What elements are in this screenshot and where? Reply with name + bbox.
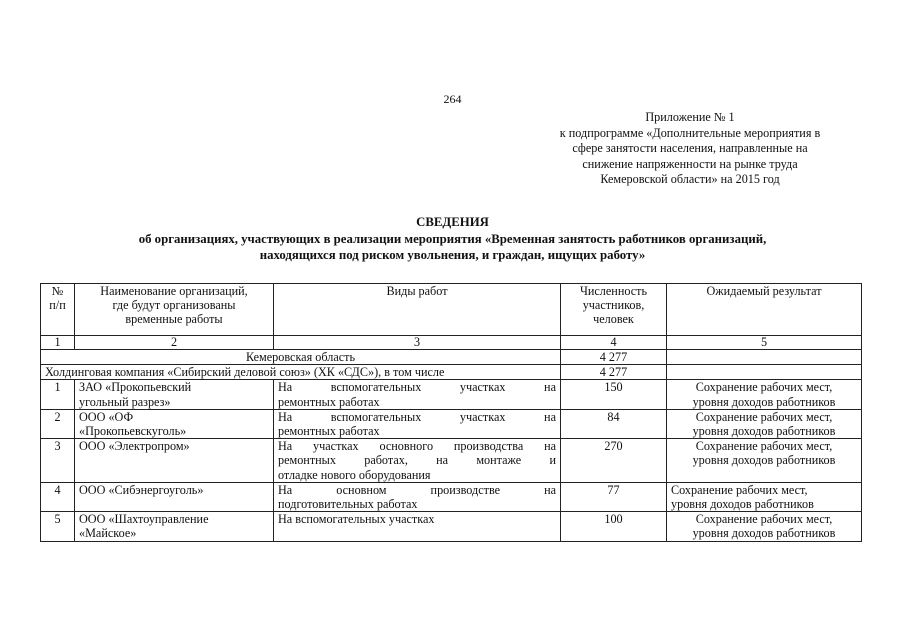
appendix-line: к подпрограмме «Дополнительные мероприятия в — [559, 125, 821, 140]
table-row — [41, 512, 862, 541]
row-count: 150 — [561, 380, 667, 409]
result-line: Сохранение рабочих мест, — [695, 439, 833, 454]
row-count: 77 — [561, 482, 667, 511]
result-line: Сохранение рабочих мест, — [695, 380, 833, 395]
row-work — [274, 439, 561, 483]
header-text: Численность — [579, 284, 648, 298]
column-number: 5 — [667, 336, 862, 350]
appendix-line: снижение напряженности на рынке труда — [582, 156, 798, 171]
work-line: ремонтных работах, на монтаже и — [278, 453, 556, 468]
table-row — [41, 482, 862, 511]
holding-label: Холдинговая компания «Сибирский деловой союз» (ХК «СДС»), в том числе — [41, 365, 561, 380]
org-line: ООО «Сибэнергоуголь» — [79, 482, 204, 497]
subtitle-line: об организациях, участвующих в реализации мероприятия «Временная занятость работников организаций, — [138, 232, 767, 246]
org-line: угольный разрез» — [79, 394, 171, 409]
appendix-note — [520, 110, 860, 188]
table-row — [41, 409, 862, 438]
work-line: подготовительных работах — [278, 497, 418, 512]
org-line: «Майское» — [79, 526, 137, 541]
result-line: Сохранение рабочих мест, — [671, 482, 808, 497]
row-organization — [75, 380, 274, 409]
column-number: 2 — [75, 336, 274, 350]
region-empty — [667, 350, 862, 365]
work-line: ремонтных работах — [278, 424, 380, 439]
result-line: уровня доходов работников — [692, 526, 836, 541]
region-count: 4 277 — [561, 350, 667, 365]
column-number: 4 — [561, 336, 667, 350]
header-work-types: Виды работ — [274, 284, 561, 336]
holding-empty — [667, 365, 862, 380]
row-organization — [75, 409, 274, 438]
work-line: отладке нового оборудования — [278, 467, 431, 482]
result-line: Сохранение рабочих мест, — [695, 512, 833, 527]
header-text: участников, — [582, 298, 645, 313]
row-result — [667, 512, 862, 541]
result-line: уровня доходов работников — [692, 394, 836, 409]
page-number: 264 — [443, 92, 462, 106]
row-num: 3 — [41, 439, 75, 483]
table-header-row — [41, 284, 862, 336]
column-number: 3 — [274, 336, 561, 350]
result-line: Сохранение рабочих мест, — [695, 409, 833, 424]
header-text: временные работы — [125, 312, 223, 327]
row-organization — [75, 512, 274, 541]
work-line: На вспомогательных участках — [278, 512, 435, 527]
header-num — [41, 284, 75, 336]
column-number: 1 — [41, 336, 75, 350]
work-line: На участках основного производства на — [278, 439, 556, 454]
header-expected-result: Ожидаемый результат — [667, 284, 862, 336]
row-result — [667, 380, 862, 409]
header-participants — [561, 284, 667, 336]
row-result — [667, 409, 862, 438]
document-title: СВЕДЕНИЯ — [416, 215, 489, 229]
org-line: «Прокопьевскуголь» — [79, 424, 187, 439]
org-line: ООО «ОФ — [79, 409, 134, 424]
result-line: уровня доходов работников — [671, 497, 814, 512]
org-line: ЗАО «Прокопьевский — [79, 380, 192, 395]
table-row — [41, 380, 862, 409]
row-count: 270 — [561, 439, 667, 483]
row-count: 100 — [561, 512, 667, 541]
row-num: 1 — [41, 380, 75, 409]
document-subtitle — [40, 232, 865, 263]
row-result — [667, 482, 862, 511]
holding-count: 4 277 — [561, 365, 667, 380]
row-work — [274, 512, 561, 541]
appendix-line: сфере занятости населения, направленные на — [572, 141, 808, 156]
row-organization — [75, 439, 274, 483]
column-number-row — [41, 336, 862, 350]
work-line: На вспомогательных участках на — [278, 409, 556, 424]
header-organization — [75, 284, 274, 336]
region-label: Кемеровская область — [41, 350, 561, 365]
header-text: Наименование организаций, — [100, 284, 248, 298]
header-text: № — [51, 284, 64, 298]
org-line: ООО «Шахтоуправление — [79, 512, 209, 527]
header-text: п/п — [49, 298, 66, 313]
work-line: На основном производстве на — [278, 482, 556, 497]
row-work — [274, 482, 561, 511]
appendix-line: Приложение № 1 — [645, 110, 735, 124]
row-num: 2 — [41, 409, 75, 438]
result-line: уровня доходов работников — [692, 424, 836, 439]
row-count: 84 — [561, 409, 667, 438]
org-line: ООО «Электропром» — [79, 439, 190, 454]
header-text: где будут организованы — [112, 298, 236, 313]
row-organization — [75, 482, 274, 511]
subtitle-line: находящихся под риском увольнения, и граждан, ищущих работу» — [259, 247, 646, 262]
holding-row — [41, 365, 862, 380]
header-text: человек — [593, 312, 634, 327]
organizations-table — [40, 283, 862, 542]
row-work — [274, 409, 561, 438]
work-line: На вспомогательных участках на — [278, 380, 556, 395]
row-num: 5 — [41, 512, 75, 541]
work-line: ремонтных работах — [278, 394, 380, 409]
row-result — [667, 439, 862, 483]
table-row — [41, 439, 862, 483]
result-line: уровня доходов работников — [692, 453, 836, 468]
row-num: 4 — [41, 482, 75, 511]
row-work — [274, 380, 561, 409]
appendix-line: Кемеровской области» на 2015 год — [600, 172, 780, 187]
region-row — [41, 350, 862, 365]
